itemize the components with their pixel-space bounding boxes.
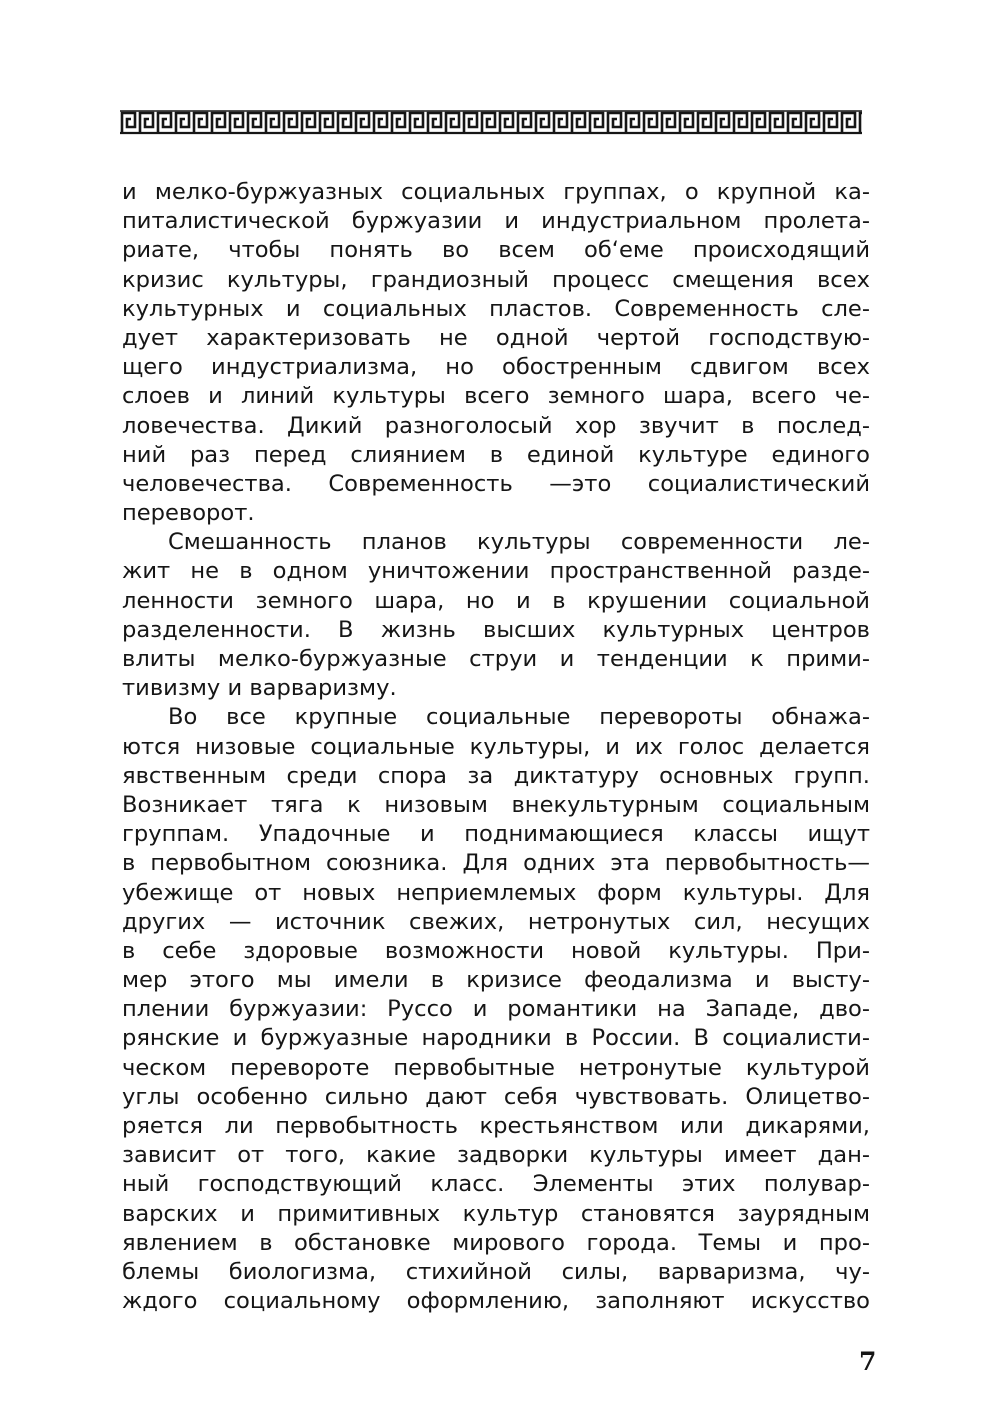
text-line: рянские и буржуазные народники в России. В социалисти- (122, 1025, 870, 1052)
text-line: кризис культуры, грандиозный процесс смещения всех (122, 266, 870, 293)
text-line: мер этого мы имели в кризисе феодализма и высту- (122, 967, 870, 994)
text-line: ждого социальному оформлению, заполняют искусство (122, 1288, 870, 1315)
text-line: ленности земного шара, но и в крушении социальной (122, 587, 870, 614)
text-line: ний раз перед слиянием в единой культуре единого (122, 441, 870, 468)
text-line: явлением в обстановке мирового города. Темы и про- (122, 1229, 870, 1256)
text-line: убежище от новых неприемлемых форм культуры. Для (122, 879, 870, 906)
text-line: тивизму и варваризму. (122, 675, 397, 702)
text-line: в первобытном союзника. Для одних эта первобытность— (122, 850, 870, 877)
text-line: в себе здоровые возможности новой культуры. При- (122, 937, 870, 964)
text-line: щего индустриализма, но обостренным сдвигом всех (122, 354, 870, 381)
text-line: зависит от того, какие задворки культуры имеет дан- (122, 1142, 870, 1169)
text-line: ются низовые социальные культуры, и их голос делается (122, 733, 870, 760)
text-line: дует характеризовать не одной чертой господствую- (122, 324, 870, 351)
text-line: жит не в одном уничтожении пространственной разде- (122, 558, 870, 585)
body-text (122, 178, 870, 1316)
paragraph-1 (122, 178, 870, 528)
text-line: группам. Упадочные и поднимающиеся классы ищут (122, 821, 870, 848)
text-line: Возникает тяга к низовым внекультурным социальным (122, 791, 870, 818)
text-line: ный господствующий класс. Элементы этих полувар- (122, 1171, 870, 1198)
text-line: Во все крупные социальные перевороты обнажа- (168, 704, 870, 731)
text-line: влиты мелко-буржуазные струи и тенденции к прими- (122, 646, 870, 672)
page-number: 7 (859, 1347, 877, 1376)
text-line: питалистической буржуазии и индустриальном пролета- (122, 208, 870, 235)
text-line: и мелко-буржуазных социальных группах, о крупной ка- (122, 179, 870, 205)
text-line: варских и примитивных культур становятся заурядным (122, 1200, 870, 1227)
text-line: слоев и линий культуры всего земного шара, всего че- (122, 383, 870, 410)
text-line: плении буржуазии: Руссо и романтики на Западе, дво- (122, 996, 870, 1023)
text-line: Смешанность планов культуры современности ле- (168, 529, 870, 556)
text-line: переворот. (122, 500, 255, 527)
text-line: ряется ли первобытность крестьянством или дикарями, (122, 1113, 870, 1139)
paragraph-3 (122, 703, 870, 1316)
paragraph-2 (122, 528, 870, 703)
text-line: ловечества. Дикий разноголосый хор звучит в послед- (122, 412, 870, 439)
text-line: ческом перевороте первобытные нетронутые культурой (122, 1054, 870, 1081)
text-line: других — источник свежих, нетронутых сил, несущих (122, 908, 870, 935)
text-line: риате, чтобы понять во всем об‘еме происходящий (122, 237, 870, 264)
text-line: блемы биологизма, стихийной силы, варваризма, чу- (122, 1258, 870, 1285)
text-line: углы особенно сильно дают себя чувствовать. Олицетво- (122, 1083, 870, 1110)
text-line: явственным среди спора за диктатуру основных групп. (122, 762, 870, 789)
text-line: человечества. Современность —это социалистический (122, 470, 870, 497)
text-line: разделенности. В жизнь высших культурных центров (122, 616, 870, 643)
text-line: культурных и социальных пластов. Современность сле- (122, 295, 870, 322)
greek-key-ornament (120, 107, 862, 137)
